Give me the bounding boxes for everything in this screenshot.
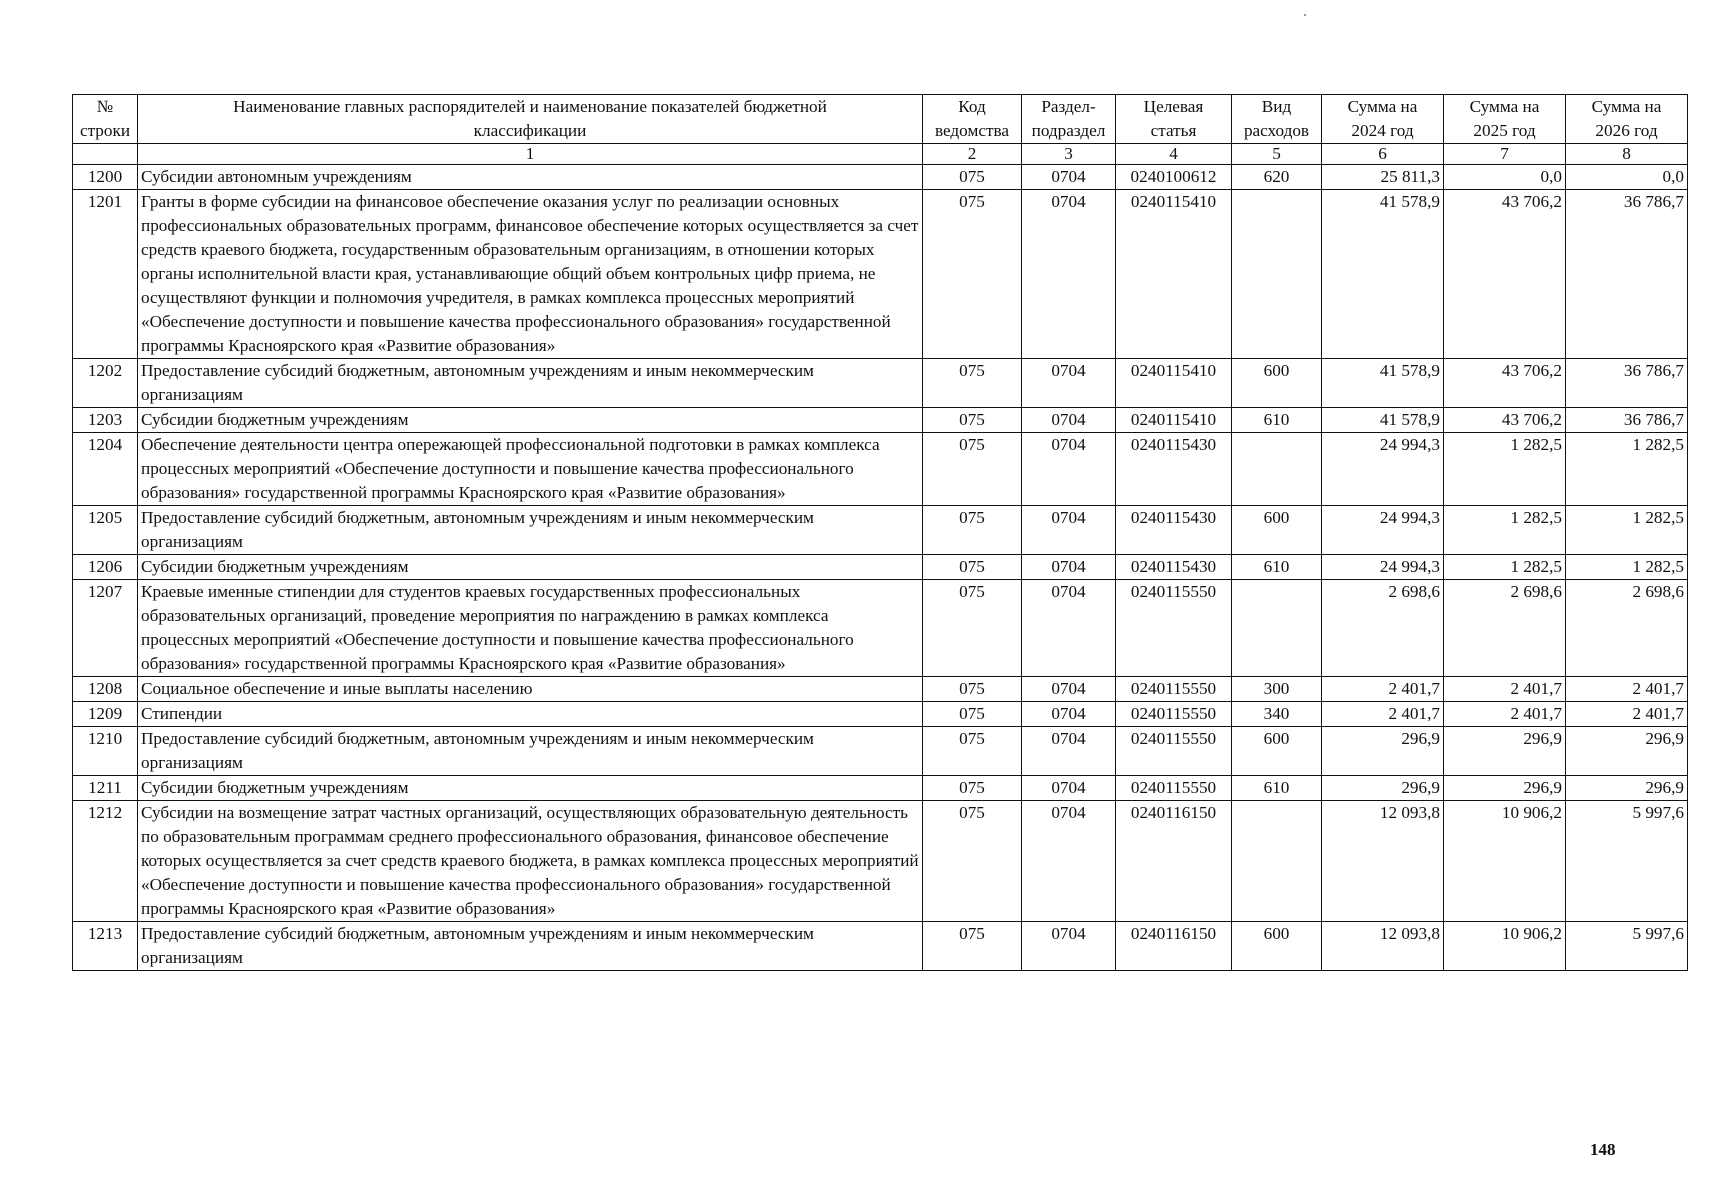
- column-number: 5: [1232, 144, 1322, 165]
- sum-2026-cell: 1 282,5: [1566, 433, 1688, 506]
- row-number-cell: 1201: [73, 190, 138, 359]
- row-number-cell: 1207: [73, 580, 138, 677]
- row-number-cell: 1212: [73, 801, 138, 922]
- sum-2026-cell: 296,9: [1566, 776, 1688, 801]
- row-number-cell: 1204: [73, 433, 138, 506]
- column-number-row: [73, 144, 1688, 165]
- section-cell: 0704: [1022, 555, 1116, 580]
- sum-2024-cell: 296,9: [1322, 776, 1444, 801]
- name-cell: Предоставление субсидий бюджетным, автономным учреждениям и иным некоммерческим организациям: [138, 359, 923, 408]
- row-number-cell: 1200: [73, 165, 138, 190]
- section-cell: 0704: [1022, 677, 1116, 702]
- name-cell: Стипендии: [138, 702, 923, 727]
- department-code-cell: 075: [923, 555, 1022, 580]
- department-code-cell: 075: [923, 408, 1022, 433]
- target-article-cell: 0240116150: [1116, 801, 1232, 922]
- target-article-cell: 0240115430: [1116, 555, 1232, 580]
- department-code-cell: 075: [923, 727, 1022, 776]
- sum-2025-cell: 2 401,7: [1444, 702, 1566, 727]
- department-code-cell: 075: [923, 359, 1022, 408]
- target-article-cell: 0240115410: [1116, 408, 1232, 433]
- expense-type-cell: [1232, 580, 1322, 677]
- table-row: [73, 190, 1688, 359]
- header-sum-2024: Сумма на 2024 год: [1322, 95, 1444, 144]
- department-code-cell: 075: [923, 702, 1022, 727]
- sum-2026-cell: 36 786,7: [1566, 190, 1688, 359]
- sum-2024-cell: 24 994,3: [1322, 433, 1444, 506]
- row-number-cell: 1203: [73, 408, 138, 433]
- scan-speck: [1304, 14, 1306, 16]
- section-cell: 0704: [1022, 408, 1116, 433]
- sum-2024-cell: 2 401,7: [1322, 677, 1444, 702]
- name-cell: Предоставление субсидий бюджетным, автономным учреждениям и иным некоммерческим организациям: [138, 506, 923, 555]
- table-row: [73, 580, 1688, 677]
- table-row: [73, 506, 1688, 555]
- header-sum-2026: Сумма на 2026 год: [1566, 95, 1688, 144]
- section-cell: 0704: [1022, 190, 1116, 359]
- sum-2024-cell: 2 401,7: [1322, 702, 1444, 727]
- page-number: 148: [1590, 1140, 1616, 1159]
- header-sum-2025: Сумма на 2025 год: [1444, 95, 1566, 144]
- column-number: 7: [1444, 144, 1566, 165]
- expense-type-cell: [1232, 801, 1322, 922]
- sum-2026-cell: 296,9: [1566, 727, 1688, 776]
- sum-2025-cell: 1 282,5: [1444, 555, 1566, 580]
- expense-type-cell: 600: [1232, 727, 1322, 776]
- header-section: Раздел- подраздел: [1022, 95, 1116, 144]
- section-cell: 0704: [1022, 359, 1116, 408]
- header-row-number: № строки: [73, 95, 138, 144]
- row-number-cell: 1211: [73, 776, 138, 801]
- name-cell: Социальное обеспечение и иные выплаты населению: [138, 677, 923, 702]
- column-number: 3: [1022, 144, 1116, 165]
- target-article-cell: 0240116150: [1116, 922, 1232, 971]
- row-number-cell: 1206: [73, 555, 138, 580]
- sum-2026-cell: 36 786,7: [1566, 359, 1688, 408]
- expense-type-cell: 600: [1232, 922, 1322, 971]
- name-cell: Субсидии автономным учреждениям: [138, 165, 923, 190]
- sum-2026-cell: 1 282,5: [1566, 506, 1688, 555]
- column-number: [73, 144, 138, 165]
- sum-2024-cell: 25 811,3: [1322, 165, 1444, 190]
- name-cell: Гранты в форме субсидии на финансовое обеспечение оказания услуг по реализации основных профессиональных образовательных программ, финансовое обеспечение которых осуществляется за счет средств краевого бюджета, государственным образовательным организациям, в отношении которых органы исполнительной власти края, устанавливающие общий объем контрольных цифр приема, не осуществляют функции и полномочия учредителя, в рамках комплекса процессных мероприятий «Обеспечение доступности и повышение качества профессионального образования» государственной программы Красноярского края «Развитие образования»: [138, 190, 923, 359]
- expense-type-cell: 340: [1232, 702, 1322, 727]
- target-article-cell: 0240115430: [1116, 433, 1232, 506]
- table-row: [73, 433, 1688, 506]
- section-cell: 0704: [1022, 506, 1116, 555]
- row-number-cell: 1205: [73, 506, 138, 555]
- name-cell: Субсидии бюджетным учреждениям: [138, 776, 923, 801]
- table-row: [73, 727, 1688, 776]
- target-article-cell: 0240115550: [1116, 702, 1232, 727]
- name-cell: Краевые именные стипендии для студентов краевых государственных профессиональных образовательных организаций, проведение мероприятия по награждению в рамках комплекса процессных мероприятий «Обеспечение доступности и повышение качества профессионального образования» государственной программы Красноярского края «Развитие образования»: [138, 580, 923, 677]
- name-cell: Предоставление субсидий бюджетным, автономным учреждениям и иным некоммерческим организациям: [138, 727, 923, 776]
- sum-2025-cell: 2 401,7: [1444, 677, 1566, 702]
- sum-2025-cell: 1 282,5: [1444, 433, 1566, 506]
- section-cell: 0704: [1022, 922, 1116, 971]
- expense-type-cell: 610: [1232, 555, 1322, 580]
- expense-type-cell: 600: [1232, 359, 1322, 408]
- section-cell: 0704: [1022, 727, 1116, 776]
- sum-2026-cell: 5 997,6: [1566, 922, 1688, 971]
- section-cell: 0704: [1022, 702, 1116, 727]
- sum-2026-cell: 0,0: [1566, 165, 1688, 190]
- target-article-cell: 0240115550: [1116, 580, 1232, 677]
- target-article-cell: 0240100612: [1116, 165, 1232, 190]
- table-row: [73, 408, 1688, 433]
- sum-2025-cell: 0,0: [1444, 165, 1566, 190]
- name-cell: Обеспечение деятельности центра опережающей профессиональной подготовки в рамках комплекса процессных мероприятий «Обеспечение доступности и повышение качества профессионального образования» государственной программы Красноярского края «Развитие образования»: [138, 433, 923, 506]
- section-cell: 0704: [1022, 801, 1116, 922]
- table-row: [73, 922, 1688, 971]
- sum-2025-cell: 10 906,2: [1444, 922, 1566, 971]
- row-number-cell: 1213: [73, 922, 138, 971]
- sum-2025-cell: 1 282,5: [1444, 506, 1566, 555]
- column-number: 8: [1566, 144, 1688, 165]
- sum-2025-cell: 2 698,6: [1444, 580, 1566, 677]
- column-number: 4: [1116, 144, 1232, 165]
- budget-sheet: [72, 94, 1687, 971]
- department-code-cell: 075: [923, 580, 1022, 677]
- sum-2024-cell: 296,9: [1322, 727, 1444, 776]
- expense-type-cell: 610: [1232, 408, 1322, 433]
- table-row: [73, 776, 1688, 801]
- header-department-code: Код ведомства: [923, 95, 1022, 144]
- table-row: [73, 801, 1688, 922]
- header-name: Наименование главных распорядителей и наименование показателей бюджетной классификации: [138, 95, 923, 144]
- header-target-article: Целевая статья: [1116, 95, 1232, 144]
- name-cell: Предоставление субсидий бюджетным, автономным учреждениям и иным некоммерческим организациям: [138, 922, 923, 971]
- header-expense-type: Вид расходов: [1232, 95, 1322, 144]
- name-cell: Субсидии на возмещение затрат частных организаций, осуществляющих образовательную деятельность по образовательным программам среднего профессионального образования, финансовое обеспечение которых осуществляется за счет средств краевого бюджета, в рамках комплекса процессных мероприятий «Обеспечение доступности и повышение качества профессионального образования» государственной программы Красноярского края «Развитие образования»: [138, 801, 923, 922]
- name-cell: Субсидии бюджетным учреждениям: [138, 408, 923, 433]
- sum-2024-cell: 12 093,8: [1322, 922, 1444, 971]
- sum-2025-cell: 43 706,2: [1444, 359, 1566, 408]
- row-number-cell: 1202: [73, 359, 138, 408]
- table-row: [73, 702, 1688, 727]
- expense-type-cell: 300: [1232, 677, 1322, 702]
- section-cell: 0704: [1022, 776, 1116, 801]
- section-cell: 0704: [1022, 433, 1116, 506]
- table-row: [73, 555, 1688, 580]
- table-row: [73, 359, 1688, 408]
- table-header: [73, 95, 1688, 165]
- target-article-cell: 0240115550: [1116, 677, 1232, 702]
- table-body: [73, 165, 1688, 971]
- section-cell: 0704: [1022, 580, 1116, 677]
- row-number-cell: 1209: [73, 702, 138, 727]
- sum-2026-cell: 1 282,5: [1566, 555, 1688, 580]
- header-row: [73, 95, 1688, 144]
- sum-2025-cell: 43 706,2: [1444, 408, 1566, 433]
- department-code-cell: 075: [923, 801, 1022, 922]
- sum-2025-cell: 296,9: [1444, 776, 1566, 801]
- target-article-cell: 0240115550: [1116, 727, 1232, 776]
- sum-2024-cell: 41 578,9: [1322, 408, 1444, 433]
- sum-2025-cell: 43 706,2: [1444, 190, 1566, 359]
- sum-2025-cell: 296,9: [1444, 727, 1566, 776]
- sum-2026-cell: 2 698,6: [1566, 580, 1688, 677]
- expense-type-cell: [1232, 190, 1322, 359]
- expense-type-cell: [1232, 433, 1322, 506]
- sum-2024-cell: 2 698,6: [1322, 580, 1444, 677]
- department-code-cell: 075: [923, 433, 1022, 506]
- sum-2024-cell: 12 093,8: [1322, 801, 1444, 922]
- department-code-cell: 075: [923, 922, 1022, 971]
- row-number-cell: 1208: [73, 677, 138, 702]
- department-code-cell: 075: [923, 776, 1022, 801]
- sum-2024-cell: 24 994,3: [1322, 555, 1444, 580]
- expense-type-cell: 620: [1232, 165, 1322, 190]
- target-article-cell: 0240115550: [1116, 776, 1232, 801]
- sum-2024-cell: 24 994,3: [1322, 506, 1444, 555]
- column-number: 2: [923, 144, 1022, 165]
- target-article-cell: 0240115410: [1116, 359, 1232, 408]
- sum-2026-cell: 36 786,7: [1566, 408, 1688, 433]
- department-code-cell: 075: [923, 506, 1022, 555]
- department-code-cell: 075: [923, 677, 1022, 702]
- sum-2024-cell: 41 578,9: [1322, 190, 1444, 359]
- sum-2026-cell: 2 401,7: [1566, 677, 1688, 702]
- sum-2026-cell: 5 997,6: [1566, 801, 1688, 922]
- name-cell: Субсидии бюджетным учреждениям: [138, 555, 923, 580]
- column-number: 6: [1322, 144, 1444, 165]
- sum-2025-cell: 10 906,2: [1444, 801, 1566, 922]
- sum-2024-cell: 41 578,9: [1322, 359, 1444, 408]
- table-row: [73, 165, 1688, 190]
- section-cell: 0704: [1022, 165, 1116, 190]
- target-article-cell: 0240115410: [1116, 190, 1232, 359]
- column-number: 1: [138, 144, 923, 165]
- row-number-cell: 1210: [73, 727, 138, 776]
- target-article-cell: 0240115430: [1116, 506, 1232, 555]
- expense-type-cell: 600: [1232, 506, 1322, 555]
- department-code-cell: 075: [923, 165, 1022, 190]
- budget-table: [72, 94, 1688, 971]
- sum-2026-cell: 2 401,7: [1566, 702, 1688, 727]
- department-code-cell: 075: [923, 190, 1022, 359]
- expense-type-cell: 610: [1232, 776, 1322, 801]
- table-row: [73, 677, 1688, 702]
